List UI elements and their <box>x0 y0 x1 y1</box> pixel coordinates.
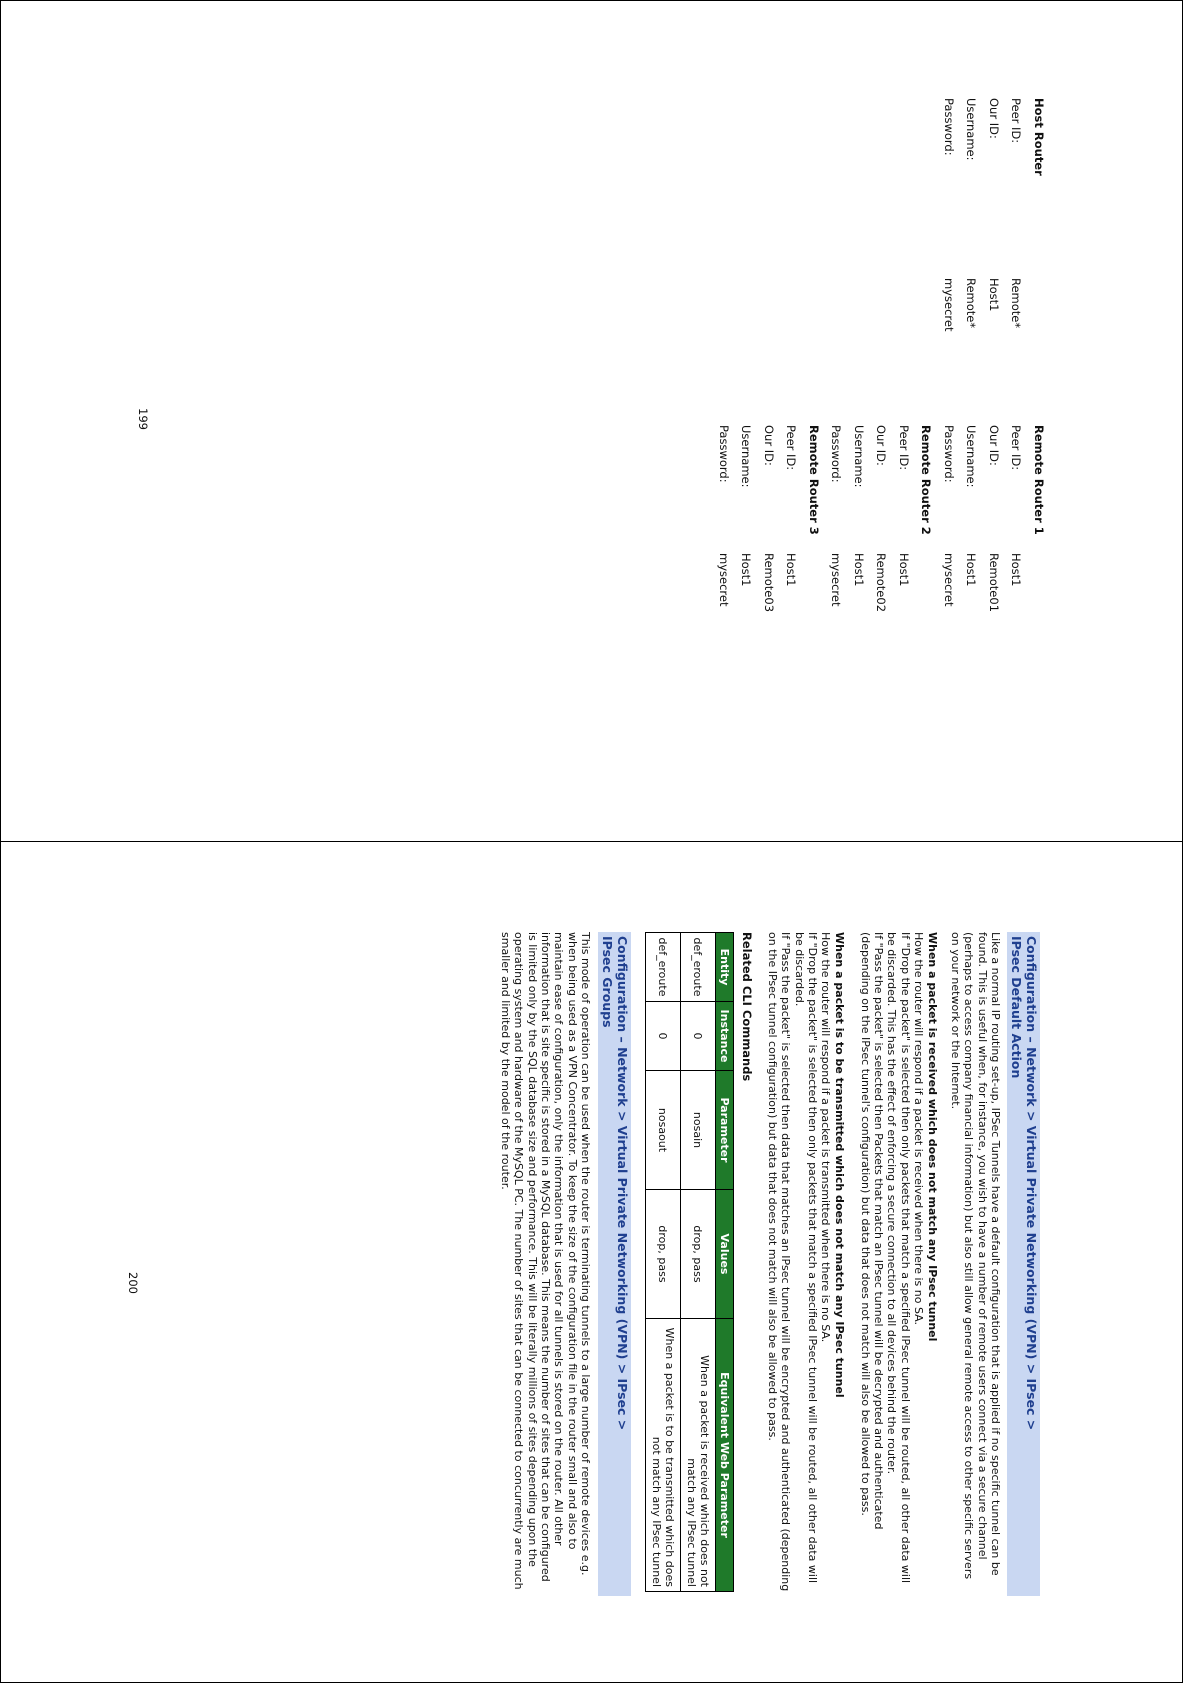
kv-row: Username:Host1 <box>964 425 979 587</box>
received-line: If "Drop the packet" is selected then only packets that match a specified IPsec tunnel will be routed, all other data will be discarded. This has the effect of enforcing a secure connection to all devices behind the router. <box>885 932 912 1584</box>
col-header: Parameter <box>715 1071 733 1190</box>
page-200 <box>126 932 1040 1632</box>
page-number: 200 <box>126 1272 140 1294</box>
kv-row: Password:mysecret <box>829 425 844 607</box>
col-header: Instance <box>715 1002 733 1071</box>
table-row <box>680 933 715 1592</box>
kv-row: Peer ID:Host1 <box>784 425 799 587</box>
cli-table <box>645 932 734 1592</box>
page-divider <box>0 841 1183 842</box>
kv-row: Password:mysecret <box>942 425 956 607</box>
received-heading: When a packet is received which does not match any IPsec tunnel <box>925 932 939 1342</box>
host-router-title: Host Router <box>1032 98 1046 176</box>
received-line: If "Pass the packet" is selected then Packets that match an IPsec tunnel will be decrypted and authenticated (depending on the IPsec tunnel's configuration) but data that does not match will also be allowed to pass. <box>858 932 885 1530</box>
kv-row: Peer ID:Host1 <box>897 425 911 587</box>
page-200-content <box>499 932 1040 1596</box>
kv-row: Password:mysecret <box>717 425 731 607</box>
kv-row: Username:Host1 <box>852 425 866 587</box>
col-header: Equivalent Web Parameter <box>715 1319 733 1592</box>
kv-row: Username:Host1 <box>739 425 754 587</box>
remote-router-3-title: Remote Router 3 <box>807 425 821 535</box>
kv-row: Peer ID:Remote* <box>1009 98 1024 329</box>
col-header: Values <box>715 1190 733 1319</box>
table-row <box>645 933 680 1592</box>
received-line: How the router will respond if a packet is received when there is no SA. <box>911 932 925 1325</box>
cli-commands-heading: Related CLI Commands <box>739 932 754 1082</box>
table-cell: def_eroute <box>645 933 680 1002</box>
table-cell: 0 <box>645 1002 680 1071</box>
cli-table-header-row <box>715 933 733 1592</box>
remote-router-1-title: Remote Router 1 <box>1032 425 1046 535</box>
transmitted-line: If "Drop the packet" is selected then only packets that match a specified IPsec tunnel will be routed, all other data will be discarded. <box>792 932 820 1584</box>
transmitted-line: How the router will respond if a packet is transmitted when there is no SA. <box>819 932 833 1343</box>
table-cell: When a packet is to be transmitted which does not match any IPsec tunnel <box>645 1319 680 1592</box>
table-cell: 0 <box>680 1002 715 1071</box>
section-title-ipsec-groups: Configuration – Network > Virtual Private Networking (VPN) > IPsec > IPsec Groups <box>598 932 631 1596</box>
table-cell: drop, pass <box>645 1190 680 1319</box>
groups-paragraph: This mode of operation can be used when the router is terminating tunnels to a large number of remote devices e.g. when being used as a VPN Concentrator. To keep the size of the configuration file in the router small and also to maintain ease of configuration, only the information that is used for all tunnels is stored on the router. All other information that is site specific is stored in a MySQL database. This means the number of sites that can be configured is limited only by the SQL database size and performance. This will be literally millions of sites depending upon the operating system and hardware of the MySQL PC. The number of sites that can be connected to concurrently are much smaller and limited by the model of the router. <box>499 932 592 1590</box>
host-router-block <box>938 98 1051 331</box>
kv-row: Our ID:Remote01 <box>987 425 1001 613</box>
kv-row: Our ID:Remote02 <box>874 425 889 613</box>
table-cell: nosain <box>680 1071 715 1190</box>
table-cell: When a packet is received which does not match any IPsec tunnel <box>680 1319 715 1592</box>
page-number: 199 <box>136 408 150 430</box>
col-header: Entity <box>715 933 733 1002</box>
page-199 <box>130 48 1050 818</box>
kv-row: Username:Remote* <box>964 98 979 329</box>
kv-row: Peer ID:Host1 <box>1009 425 1024 587</box>
kv-row: Our ID:Host1 <box>987 98 1001 312</box>
section-title-default-action: Configuration – Network > Virtual Private Networking (VPN) > IPsec > IPsec Default Action <box>1007 932 1040 1596</box>
table-cell: drop, pass <box>680 1190 715 1319</box>
transmitted-line: If "Pass the packet" is selected then data that matches an IPsec tunnel will be encrypted and authenticated (depending on the IPsec tunnel configuration) but data that does not match will also be allowed to pass. <box>766 932 793 1592</box>
table-cell: nosaout <box>645 1071 680 1190</box>
intro-paragraph: Like a normal IP routing set-up, IPSec Tunnels have a default configuration that is applied if no specific tunnel can be found. This is useful when, for instance, you wish to have a number of remote users connect via a secure channel (perhaps to access company financial information) but also still allow general remote access to other specific servers on your network or the Internet. <box>949 932 1002 1580</box>
kv-row: Password:mysecret <box>942 98 956 332</box>
transmitted-heading: When a packet is to be transmitted which does not match any IPsec tunnel <box>833 932 847 1398</box>
remote-router-2-title: Remote Router 2 <box>919 425 934 535</box>
remote-routers-block <box>713 425 1051 612</box>
table-cell: def_eroute <box>680 933 715 1002</box>
kv-row: Our ID:Remote03 <box>762 425 776 613</box>
